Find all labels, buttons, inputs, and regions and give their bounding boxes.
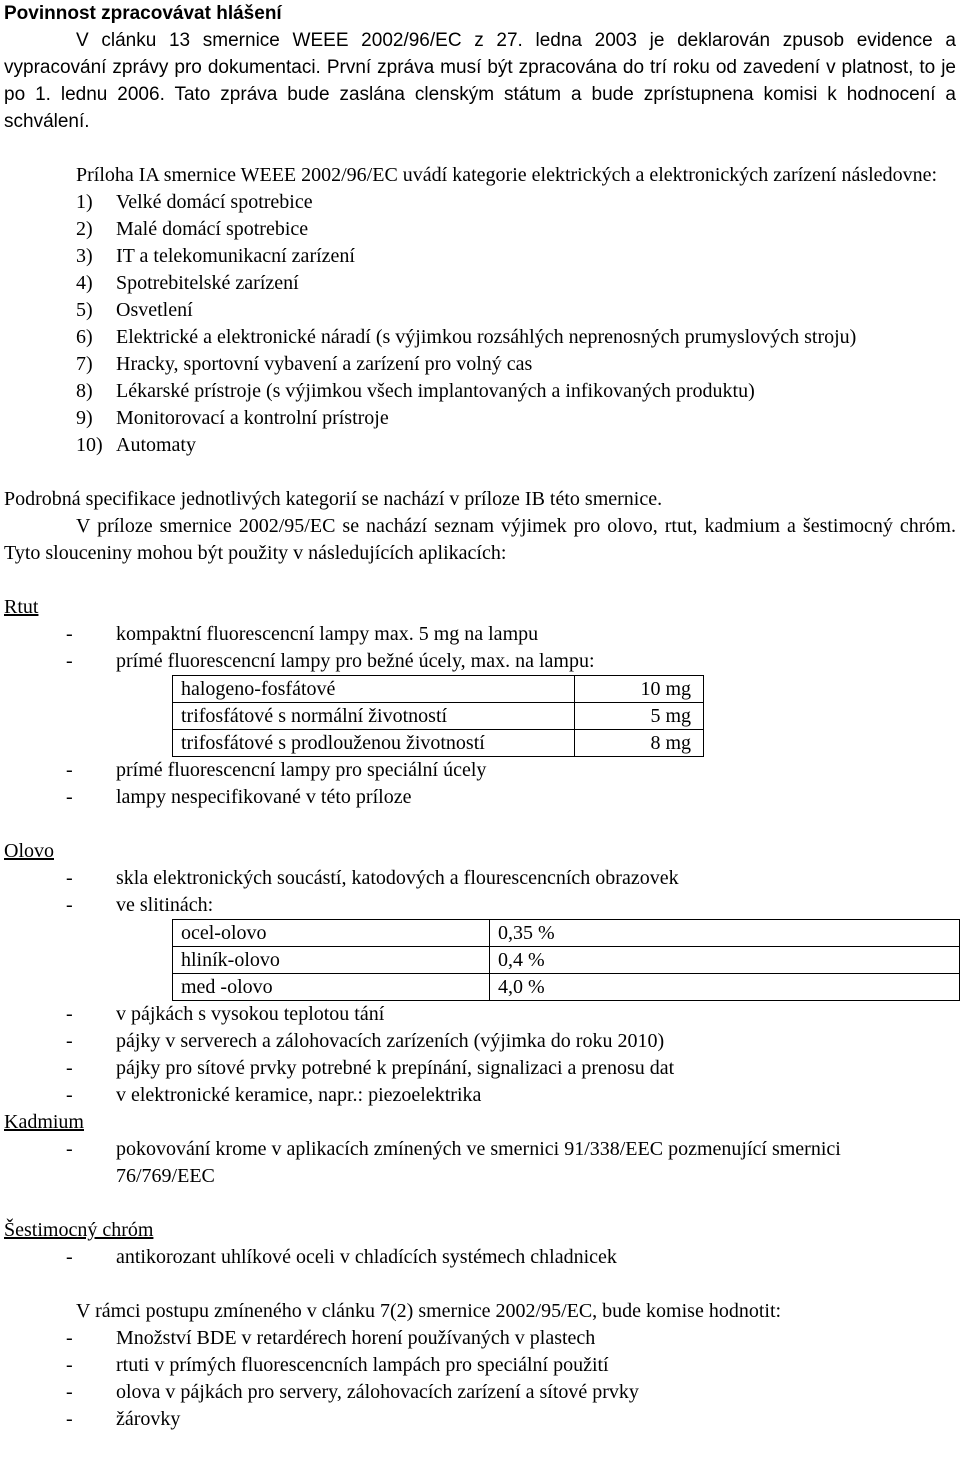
review-list <box>4 1325 956 1433</box>
list-item: 5) Osvetlení <box>76 299 193 321</box>
category-list <box>4 189 956 459</box>
list-item: - ve slitinách: <box>66 894 214 916</box>
list-item: - žárovky <box>66 1408 181 1430</box>
olovo-list-b <box>4 1001 956 1109</box>
table-row: halogeno-fosfátové 10 mg <box>173 676 704 703</box>
list-item: - pájky v serverech a zálohovacích zarízeních (výjimka do roku 2010) <box>66 1030 665 1052</box>
exemptions-paragraph: V príloze smernice 2002/95/EC se nachází seznam výjimek pro olovo, rtut, kadmium a šestimocný chróm. Tyto slouceniny mohou být použity v následujících aplikacích: <box>4 515 956 564</box>
list-item: 4) Spotrebitelské zarízení <box>76 272 299 294</box>
list-item: - v pájkách s vysokou teplotou tání <box>66 1003 385 1025</box>
section-title-chrom: Šestimocný chróm <box>4 1219 154 1241</box>
table-row: hliník-olovo 0,4 % <box>173 947 960 974</box>
table-row: trifosfátové s prodlouženou životností 8 mg <box>173 730 704 757</box>
chrom-list <box>4 1244 956 1271</box>
list-item: - rtuti v prímých fluorescencních lampách pro speciální použití <box>66 1354 609 1376</box>
review-lead: V rámci postupu zmíneného v clánku 7(2) smernice 2002/95/EC, bude komise hodnotit: <box>76 1300 782 1322</box>
rtut-list-b <box>4 757 956 811</box>
table-row: med -olovo 4,0 % <box>173 974 960 1001</box>
section-title-olovo: Olovo <box>4 840 54 862</box>
list-item: 9) Monitorovací a kontrolní prístroje <box>76 407 389 429</box>
page-title: Povinnost zpracovávat hlášení <box>4 3 282 24</box>
list-item: - kompaktní fluorescencní lampy max. 5 mg na lampu <box>66 623 539 645</box>
list-item: 7) Hracky, sportovní vybavení a zarízení pro volný cas <box>76 353 533 375</box>
list-item: - skla elektronických soucástí, katodových a flourescencních obrazovek <box>66 867 679 889</box>
list-item: - pokovování krome v aplikacích zmínených ve smernici 91/338/EEC pozmenující smernici <box>66 1138 841 1160</box>
list-item: - v elektronické keramice, napr.: piezoelektrika <box>66 1084 482 1106</box>
list-item: - olova v pájkách pro servery, zálohovacích zarízení a sítové prvky <box>66 1381 639 1403</box>
intro-paragraph: V clánku 13 smernice WEEE 2002/96/EC z 27. ledna 2003 je deklarován zpusob evidence a vypracování zprávy pro dokumentaci. První zpráva musí být zpracována do trí roku od zavedení v platnost, to je po 1. lednu 2006. Tato zpráva bude zaslána clenským státum a bude zprístupnena komisi k hodnocení a schválení. <box>4 30 956 132</box>
table-row: ocel-olovo 0,35 % <box>173 920 960 947</box>
document-page <box>4 0 956 1433</box>
list-item: 3) IT a telekomunikacní zarízení <box>76 245 355 267</box>
rtut-table <box>172 675 704 757</box>
kadmium-continuation: 76/769/EEC <box>116 1165 215 1187</box>
list-item: - prímé fluorescencní lampy pro bežné úcely, max. na lampu: <box>66 650 595 672</box>
list-item: - Množství BDE v retardérech horení používaných v plastech <box>66 1327 596 1349</box>
table-row: trifosfátové s normální životností 5 mg <box>173 703 704 730</box>
list-item: 8) Lékarské prístroje (s výjimkou všech implantovaných a infikovaných produktu) <box>76 380 755 402</box>
annex-paragraph: Príloha IA smernice WEEE 2002/96/EC uvádí kategorie elektrických a elektronických zarízení následovne: <box>76 164 937 186</box>
list-item: - lampy nespecifikované v této príloze <box>66 786 412 808</box>
list-item: 10) Automaty <box>76 434 196 456</box>
kadmium-list <box>4 1136 956 1163</box>
list-item: - prímé fluorescencní lampy pro speciální úcely <box>66 759 487 781</box>
list-item: 2) Malé domácí spotrebice <box>76 218 309 240</box>
list-item: 6) Elektrické a elektronické náradí (s výjimkou rozsáhlých neprenosných prumyslových stroju) <box>76 326 857 348</box>
olovo-table <box>172 919 960 1001</box>
olovo-list-a <box>4 865 956 919</box>
list-item: - antikorozant uhlíkové oceli v chladících systémech chladnicek <box>66 1246 617 1268</box>
list-item: 1) Velké domácí spotrebice <box>76 191 313 213</box>
section-title-rtut: Rtut <box>4 596 39 618</box>
spec-line: Podrobná specifikace jednotlivých kategorií se nachází v príloze IB této smernice. <box>4 488 663 510</box>
rtut-list-a <box>4 621 956 675</box>
section-title-kadmium: Kadmium <box>4 1111 84 1133</box>
list-item: - pájky pro sítové prvky potrebné k prepínání, signalizaci a prenosu dat <box>66 1057 675 1079</box>
